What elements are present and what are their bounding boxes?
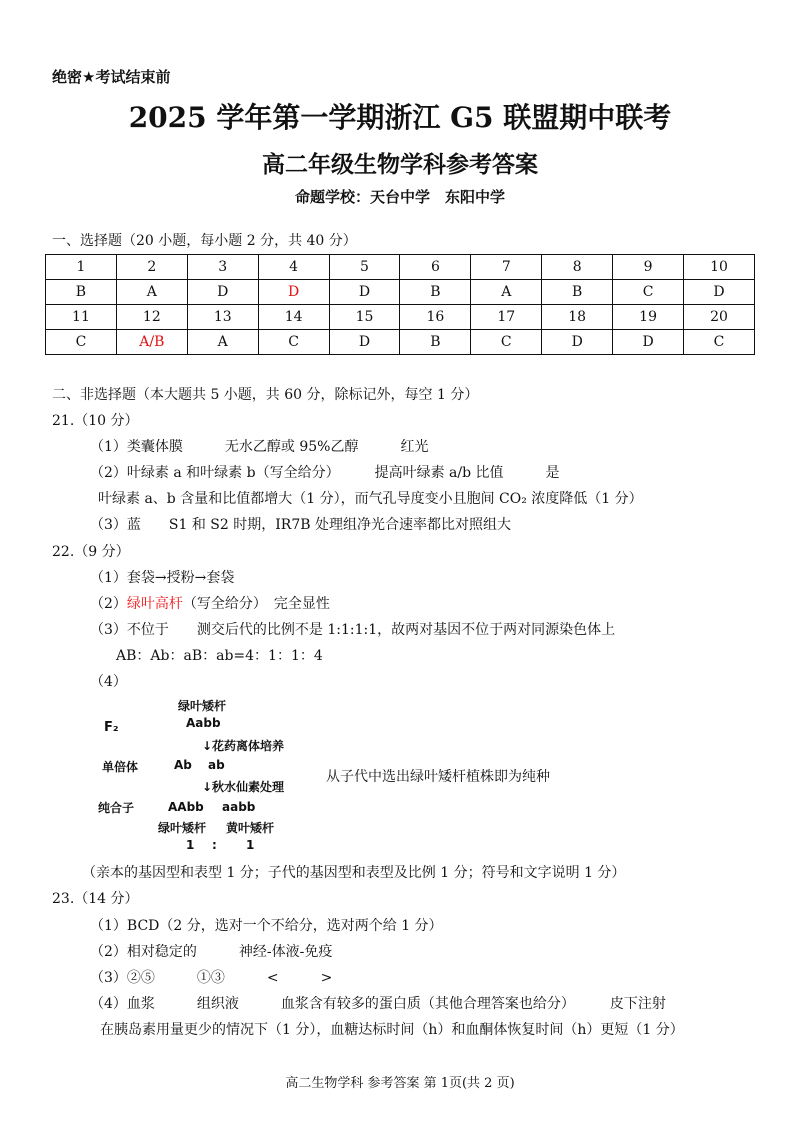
- question-number-row: [46, 255, 755, 280]
- question-number-cell: 13: [187, 305, 258, 330]
- answer-cell: D: [187, 280, 258, 305]
- answer-cell: C: [471, 330, 542, 355]
- question-number-cell: 4: [258, 255, 329, 280]
- answer-cell: B: [542, 280, 613, 305]
- question-number-cell: 12: [116, 305, 187, 330]
- q22-selection-note: 从子代中选出绿叶矮杆植株即为纯种: [326, 769, 550, 785]
- question-number-cell: 6: [400, 255, 471, 280]
- answer-cell: B: [400, 280, 471, 305]
- q22-scoring-note: （亲本的基因型和表型 1 分；子代的基因型和表型及比例 1 分；符号和文字说明 1 分）: [82, 865, 626, 881]
- question-number-row: [46, 305, 755, 330]
- answer-cell: A/B: [116, 330, 187, 355]
- q21-part1: （1）类囊体膜 无水乙醇或 95%乙醇 红光: [90, 439, 429, 455]
- question-number-cell: 15: [329, 305, 400, 330]
- q21-title: 21.（10 分）: [52, 413, 139, 429]
- answer-cell: C: [258, 330, 329, 355]
- q23-part4: （4）血浆 组织液 血浆含有较多的蛋白质（其他合理答案也给分） 皮下注射: [90, 996, 666, 1012]
- question-number-cell: 7: [471, 255, 542, 280]
- genotype-aabb-1: AAbb: [168, 800, 204, 814]
- q22-part1: （1）套袋→授粉→套袋: [90, 570, 235, 586]
- anther-culture-step: ↓花药离体培养: [202, 739, 285, 753]
- q23-part3: （3）②⑤ ①③ < >: [90, 970, 333, 986]
- f2-label: F₂: [104, 720, 119, 735]
- answer-cell: B: [46, 280, 117, 305]
- q21-part3: （3）蓝 S1 和 S2 时期，IR7B 处理组净光合速率都比对照组大: [90, 517, 511, 533]
- q23-part1: （1）BCD（2 分，选对一个不给分，选对两个给 1 分）: [90, 918, 443, 934]
- ratio-separator: :: [212, 838, 217, 852]
- answer-cell: D: [684, 280, 755, 305]
- haploid-label: 单倍体: [102, 760, 139, 774]
- page-footer: 高二生物学科 参考答案 第 1页(共 2 页): [285, 1076, 515, 1091]
- question-number-cell: 10: [684, 255, 755, 280]
- setter-schools: 命题学校：天台中学 东阳中学: [294, 188, 505, 206]
- q22-title: 22.（9 分）: [52, 544, 130, 560]
- answer-cell: D: [329, 330, 400, 355]
- section2-heading: 二、非选择题（本大题共 5 小题，共 60 分，除标记外，每空 1 分）: [52, 387, 479, 403]
- question-number-cell: 1: [46, 255, 117, 280]
- haploid-ab-upper: Ab: [174, 758, 192, 772]
- answer-cell: A: [116, 280, 187, 305]
- question-number-cell: 18: [542, 305, 613, 330]
- question-number-cell: 2: [116, 255, 187, 280]
- answer-row: [46, 330, 755, 355]
- answer-row: [46, 280, 755, 305]
- answer-cell: A: [187, 330, 258, 355]
- question-number-cell: 19: [613, 305, 684, 330]
- question-number-cell: 5: [329, 255, 400, 280]
- answer-cell: D: [329, 280, 400, 305]
- answer-cell: C: [684, 330, 755, 355]
- ratio-1: 1: [186, 838, 195, 852]
- answer-cell: A: [471, 280, 542, 305]
- question-number-cell: 20: [684, 305, 755, 330]
- question-number-cell: 8: [542, 255, 613, 280]
- answer-key-title: 高二年级生物学科参考答案: [262, 151, 538, 178]
- answer-cell: D: [542, 330, 613, 355]
- exam-title: 2025 学年第一学期浙江 G5 联盟期中联考: [128, 101, 672, 134]
- question-number-cell: 11: [46, 305, 117, 330]
- question-number-cell: 16: [400, 305, 471, 330]
- question-number-cell: 3: [187, 255, 258, 280]
- q22-part2: [90, 593, 330, 613]
- q21-part2: （2）叶绿素 a 和叶绿素 b（写全给分） 提高叶绿素 a/b 比值 是: [90, 465, 560, 481]
- answer-cell: D: [613, 330, 684, 355]
- phenotype-green-dwarf: 绿叶矮杆: [158, 821, 207, 835]
- ratio-2: 1: [246, 838, 255, 852]
- q22-ratio: AB：Ab：aB：ab=4：1：1：4: [116, 648, 323, 664]
- q22-part2-answer: 绿叶高杆: [126, 596, 183, 612]
- q23-part2: （2）相对稳定的 神经-体液-免疫: [90, 944, 333, 960]
- answer-cell: C: [46, 330, 117, 355]
- q22-part2-rest: （写全给分） 完全显性: [182, 596, 330, 612]
- answer-cell: C: [613, 280, 684, 305]
- genotype-aabb-2: aabb: [222, 800, 256, 814]
- question-number-cell: 14: [258, 305, 329, 330]
- haploid-ab-lower: ab: [208, 758, 225, 772]
- confidential-label: 绝密★考试结束前: [52, 68, 171, 86]
- section1-heading: 一、选择题（20 小题，每小题 2 分，共 40 分）: [52, 233, 357, 249]
- colchicine-step: ↓秋水仙素处理: [202, 780, 285, 794]
- q22-part2-prefix: （2）: [90, 596, 127, 612]
- q22-part4: （4）: [90, 674, 127, 690]
- q23-part4-cont: 在胰岛素用量更少的情况下（1 分），血糖达标时间（h）和血酮体恢复时间（h）更短（1 分）: [100, 1022, 684, 1038]
- q21-part2-cont: 叶绿素 a、b 含量和比值都增大（1 分），而气孔导度变小且胞间 CO₂ 浓度降低（1 分）: [98, 491, 643, 507]
- phenotype-yellow-dwarf: 黄叶矮杆: [226, 821, 275, 835]
- parent-phenotype: 绿叶矮杆: [178, 699, 227, 713]
- question-number-cell: 9: [613, 255, 684, 280]
- question-number-cell: 17: [471, 305, 542, 330]
- q23-title: 23.（14 分）: [52, 891, 139, 907]
- answer-cell: D: [258, 280, 329, 305]
- answer-cell: B: [400, 330, 471, 355]
- homozygote-label: 纯合子: [98, 801, 135, 815]
- q22-part3: （3）不位于 测交后代的比例不是 1:1:1:1，故两对基因不位于两对同源染色体上: [90, 622, 616, 638]
- answer-table: [45, 254, 755, 355]
- parent-genotype: Aabb: [186, 716, 221, 730]
